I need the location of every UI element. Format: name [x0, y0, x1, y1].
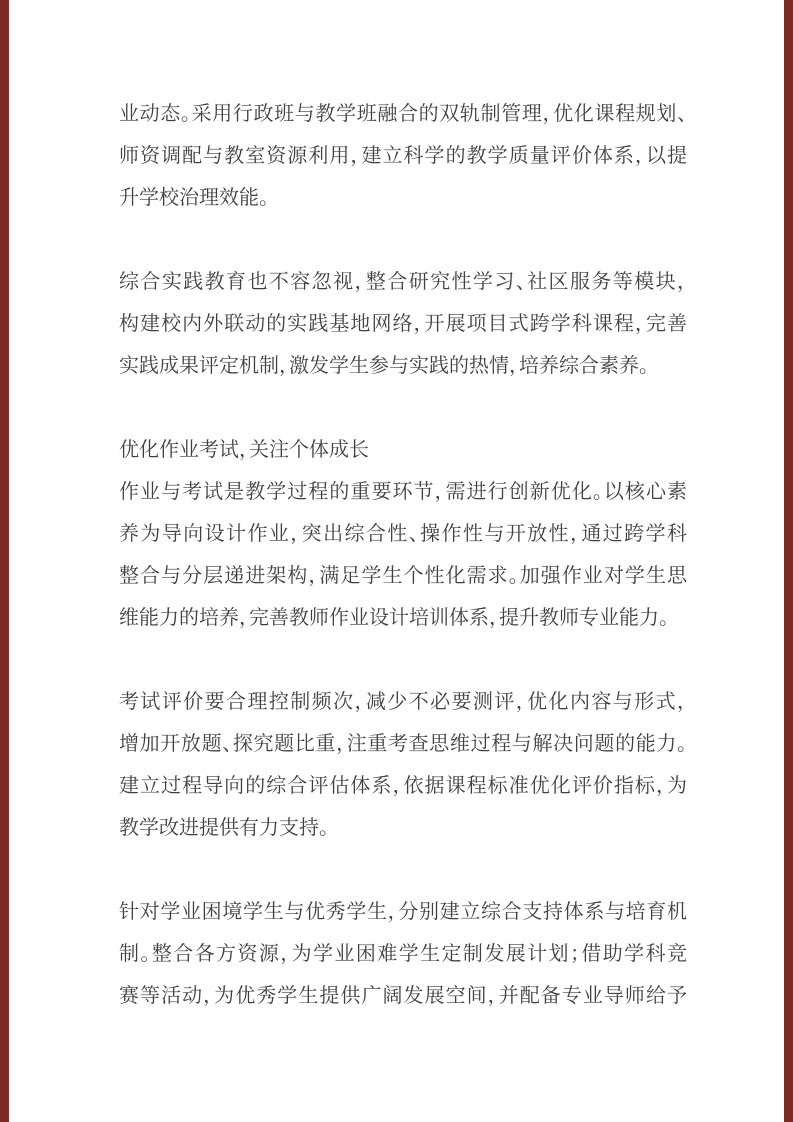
text-line: 教学改进提供有力支持。 — [119, 817, 329, 839]
section-heading-homework-exams — [119, 429, 687, 471]
text-line: 养为导向设计作业，突出综合性、操作性与开放性，通过跨学科 — [119, 523, 687, 545]
text-line: 维能力的培养，完善教师作业设计培训体系，提升教师专业能力。 — [119, 607, 669, 629]
text-line: 赛等活动，为优秀学生提供广阔发展空间，并配备专业导师给予 — [119, 985, 687, 1007]
text-line: 考试评价要合理控制频次，减少不必要测评，优化内容与形式， — [119, 691, 687, 713]
heading-line: 优化作业考试，关注个体成长 — [119, 439, 369, 461]
text-line: 作业与考试是教学过程的重要环节，需进行创新优化。以核心素 — [119, 481, 687, 503]
text-line: 增加开放题、探究题比重，注重考查思维过程与解决问题的能力。 — [119, 733, 687, 755]
paragraph-student-support — [119, 891, 687, 1017]
paragraph-exam-evaluation — [119, 681, 687, 849]
text-line: 建立过程导向的综合评估体系，依据课程标准优化评价指标，为 — [119, 775, 687, 797]
text-line: 整合与分层递进架构，满足学生个性化需求。加强作业对学生思 — [119, 565, 687, 587]
text-line: 升学校治理效能。 — [119, 187, 269, 209]
text-line: 制。整合各方资源，为学业困难学生定制发展计划；借助学科竞 — [119, 943, 687, 965]
text-line: 实践成果评定机制，激发学生参与实践的热情，培养综合素养。 — [119, 355, 649, 377]
reader-background-left-strip — [0, 0, 9, 1122]
document-page — [119, 93, 687, 1017]
text-line: 业动态。采用行政班与教学班融合的双轨制管理，优化课程规划、 — [119, 103, 687, 125]
text-line: 构建校内外联动的实践基地网络，开展项目式跨学科课程，完善 — [119, 313, 687, 335]
paragraph-practice-education — [119, 261, 687, 387]
paragraph-school-governance — [119, 93, 687, 219]
text-line: 针对学业困境学生与优秀学生，分别建立综合支持体系与培育机 — [119, 901, 687, 923]
text-line: 综合实践教育也不容忽视，整合研究性学习、社区服务等模块， — [119, 271, 687, 293]
reader-background-right-strip — [784, 0, 793, 1122]
text-line: 师资调配与教室资源利用，建立科学的教学质量评价体系，以提 — [119, 145, 687, 167]
paragraph-homework-design — [119, 471, 687, 639]
